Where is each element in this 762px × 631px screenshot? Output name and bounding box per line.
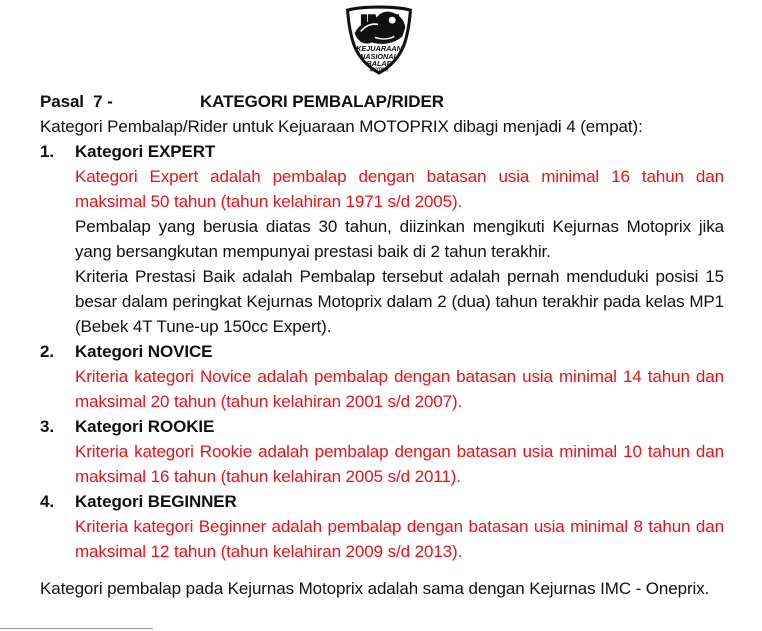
section-title: KATEGORI PEMBALAP/RIDER	[200, 92, 444, 111]
balap-motor-badge-icon	[340, 3, 418, 77]
category-title: Kategori NOVICE	[75, 342, 213, 361]
page-bottom-rule	[0, 628, 153, 629]
category-paragraph: Kategori Expert adalah pembalap dengan batasan usia minimal 16 tahun dan maksimal 50 tahun (tahun kelahiran 1971 s/d 2005).	[75, 167, 724, 211]
category-paragraph: Kriteria kategori Novice adalah pembalap dengan batasan usia minimal 14 tahun dan maksimal 20 tahun (tahun kelahiran 2001 s/d 2007).	[75, 367, 724, 411]
category-paragraph: Kriteria kategori Rookie adalah pembalap dengan batasan usia minimal 10 tahun dan maksimal 16 tahun (tahun kelahiran 2005 s/d 2011).	[75, 442, 724, 486]
category-item	[40, 489, 724, 564]
category-body	[75, 489, 724, 564]
badge-text-line: MOTOR	[369, 67, 389, 74]
closing-text: Kategori pembalap pada Kejurnas Motoprix adalah sama dengan Kejurnas IMC - Oneprix.	[40, 579, 710, 598]
document-body	[40, 89, 724, 601]
section-heading	[40, 89, 724, 114]
badge-text-line: NASIONAL	[359, 51, 399, 61]
category-number: 2.	[40, 342, 54, 361]
category-body	[75, 339, 724, 414]
event-logo	[340, 3, 418, 77]
category-body	[75, 414, 724, 489]
category-title: Kategori BEGINNER	[75, 492, 237, 511]
category-paragraph: Kriteria Prestasi Baik adalah Pembalap tersebut adalah pernah menduduki posisi 15 besar dalam peringkat Kejurnas Motoprix dalam 2 (dua) tahun terakhir pada kelas MP1 (Bebek 4T Tune-up 150cc Expert).	[75, 267, 724, 336]
category-title: Kategori EXPERT	[75, 142, 216, 161]
category-item	[40, 339, 724, 414]
category-number: 4.	[40, 492, 54, 511]
category-paragraph: Kriteria kategori Beginner adalah pembalap dengan batasan usia minimal 8 tahun dan maksimal 12 tahun (tahun kelahiran 2009 s/d 2013).	[75, 517, 724, 561]
category-title: Kategori ROOKIE	[75, 417, 215, 436]
category-list	[40, 139, 724, 564]
category-number: 3.	[40, 417, 54, 436]
category-paragraph: Pembalap yang berusia diatas 30 tahun, diizinkan mengikuti Kejurnas Motoprix jika yang bersangkutan mempunyai prestasi baik di 2 tahun terakhir.	[75, 217, 724, 261]
category-item	[40, 139, 724, 339]
intro-text: Kategori Pembalap/Rider untuk Kejuaraan MOTOPRIX dibagi menjadi 4 (empat):	[40, 117, 643, 136]
badge-text-line: KEJUARAAN	[356, 44, 402, 54]
category-item	[40, 414, 724, 489]
badge-text-line: BALAP	[366, 58, 392, 68]
article-number: Pasal 7 -	[40, 92, 113, 111]
category-body	[75, 139, 724, 339]
category-number: 1.	[40, 142, 54, 161]
